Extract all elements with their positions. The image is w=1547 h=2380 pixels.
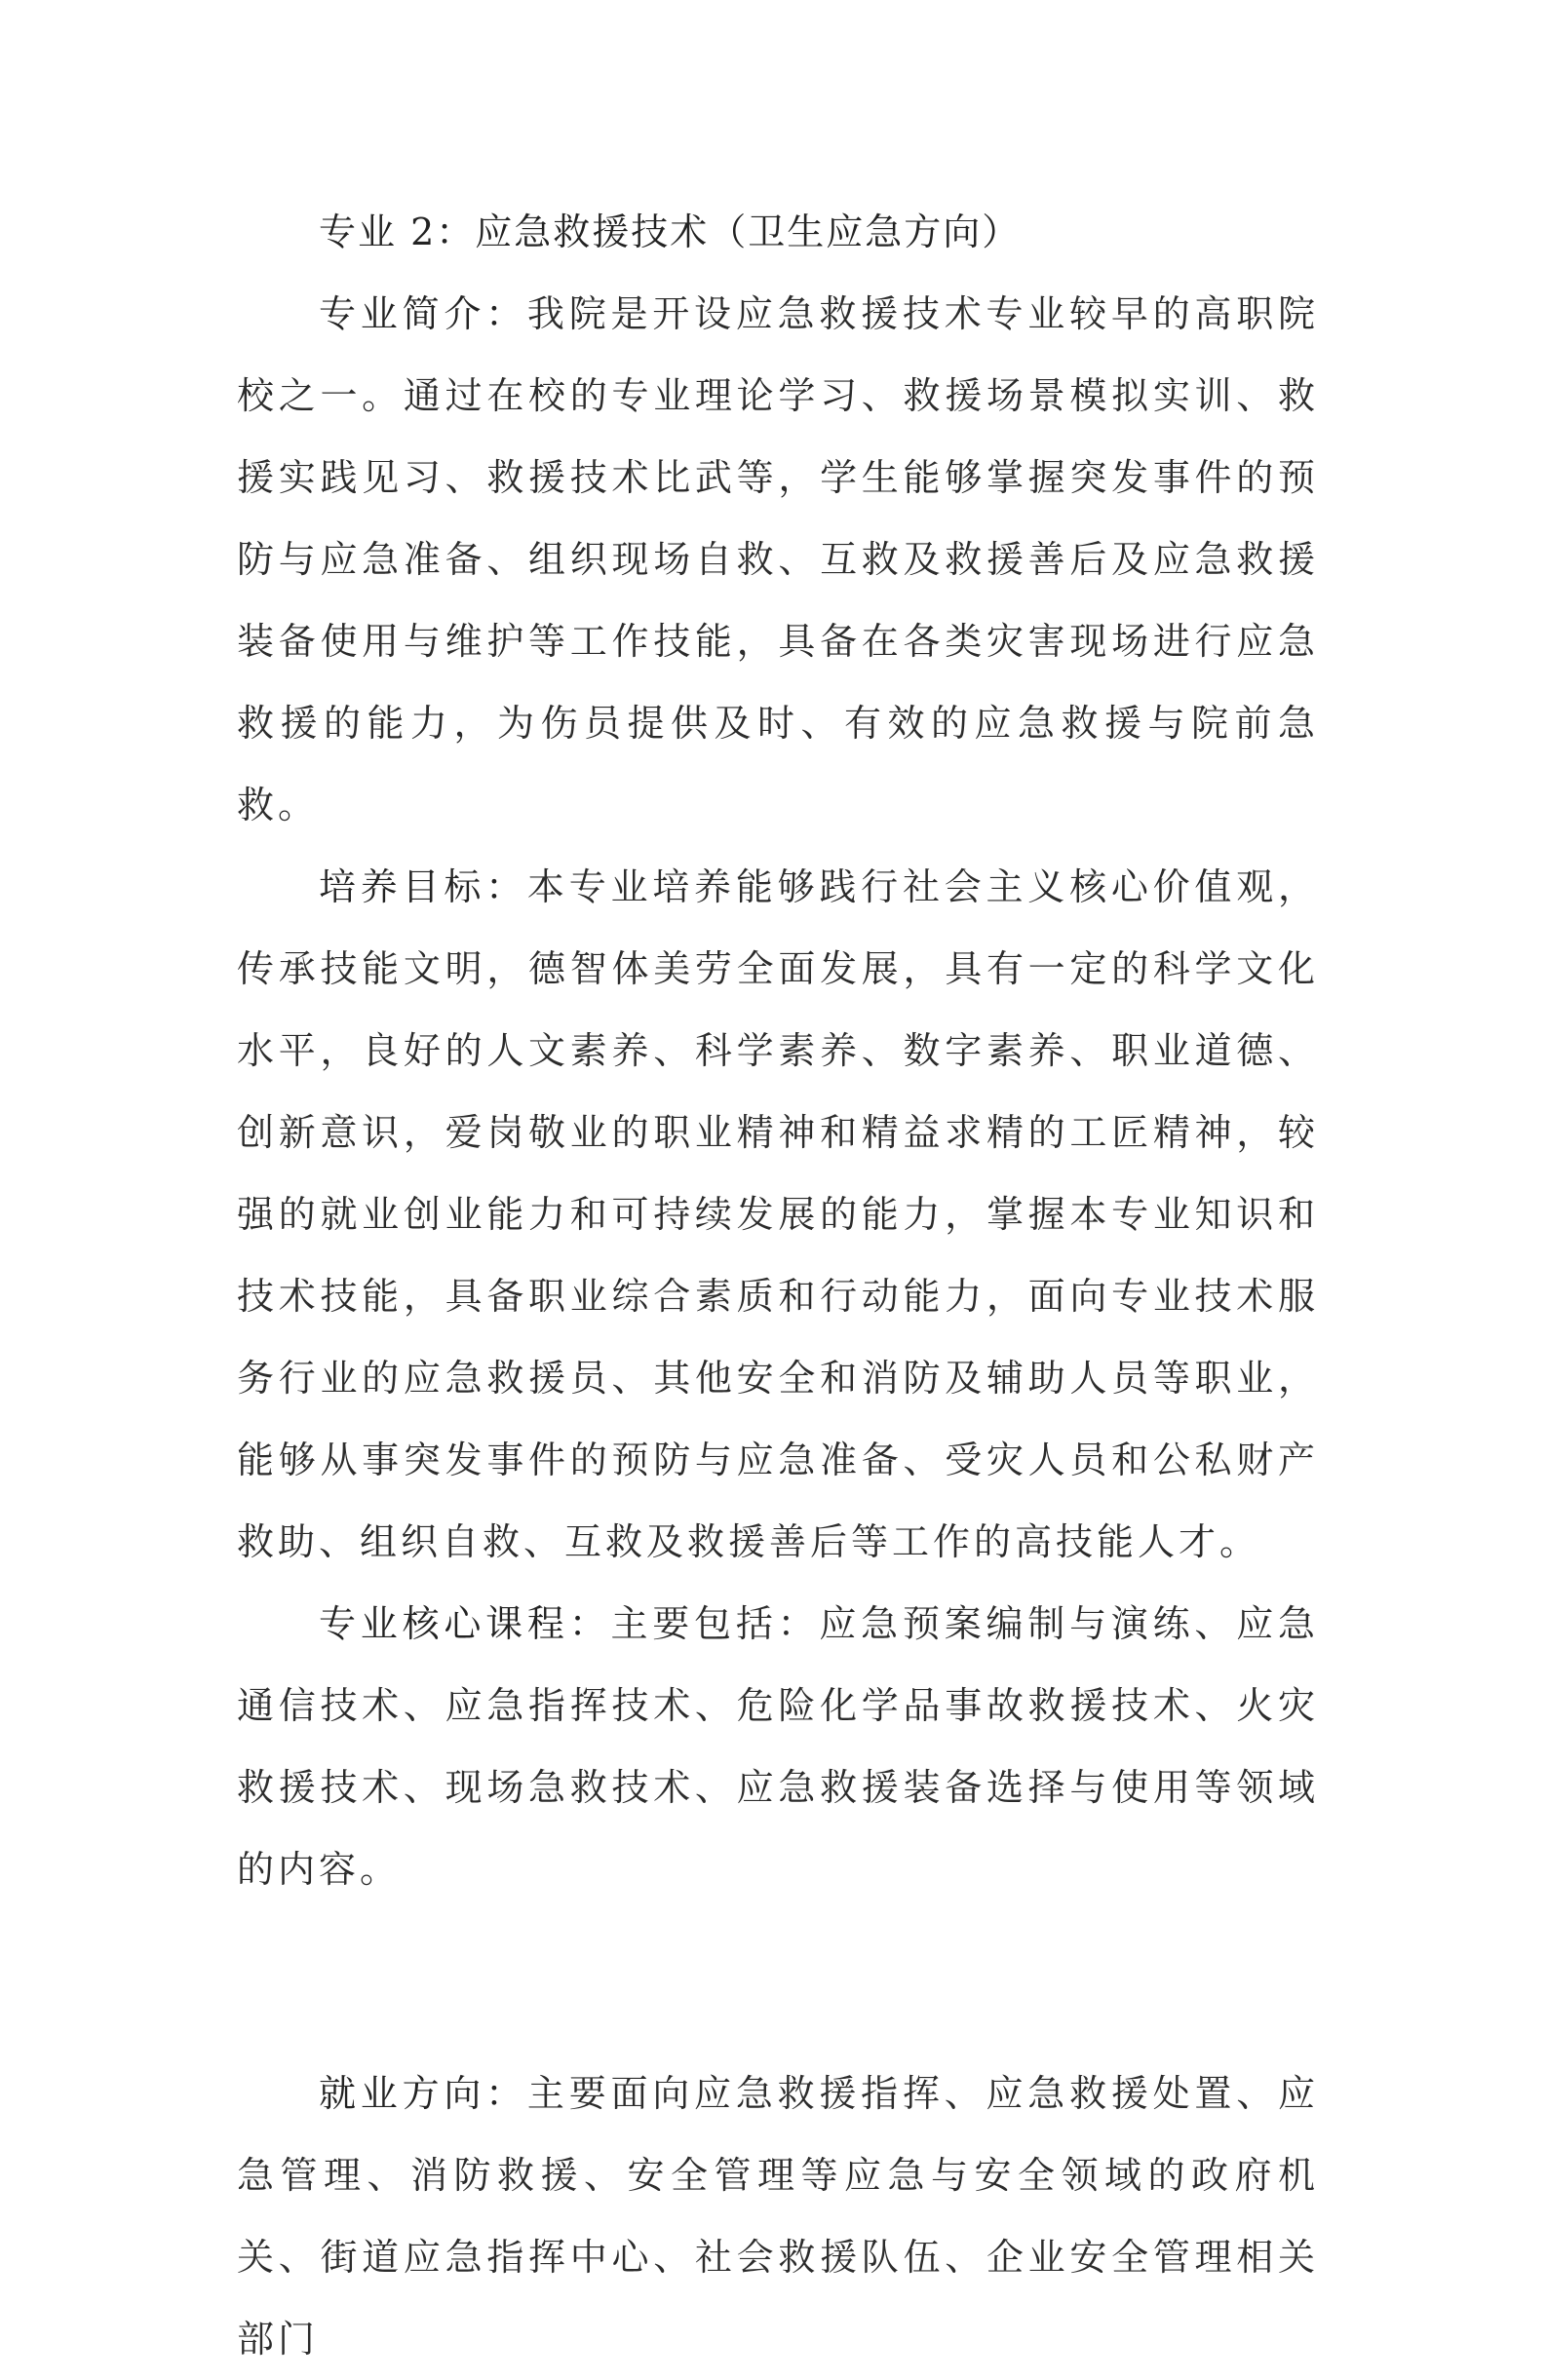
career-text: 主要面向应急救援指挥、应急救援处置、应急管理、消防救援、安全管理等应急与安全领域的政府机关、街道应急指挥中心、社会救援队伍、企业安全管理相关部门 [237,2072,1319,2361]
major-title: 专业 2：应急救援技术（卫生应急方向） [319,211,1022,253]
career-paragraph [237,2053,1319,2380]
goal-text: 本专业培养能够践行社会主义核心价值观，传承技能文明，德智体美劳全面发展，具有一定的科学文化水平，良好的人文素养、科学素养、数字素养、职业道德、创新意识，爱岗敬业的职业精神和精益求精的工匠精神，较强的就业创业能力和可持续发展的能力，掌握本专业知识和技术技能，具备职业综合素质和行动能力，面向专业技术服务行业的应急救援员、其他安全和消防及辅助人员等职业，能够从事突发事件的预防与应急准备、受灾人员和公私财产救助、组织自救、互救及救援善后等工作的高技能人才。 [237,865,1319,1563]
document-body [237,191,1319,2380]
goal-label: 培养目标： [319,865,527,908]
paragraph-spacer [237,1910,1319,2053]
courses-label: 专业核心课程： [319,1602,611,1645]
intro-label: 专业简介： [319,292,527,335]
intro-text: 我院是开设应急救援技术专业较早的高职院校之一。通过在校的专业理论学习、救援场景模拟实训、救援实践见习、救援技术比武等，学生能够掌握突发事件的预防与应急准备、组织现场自救、互救及救援善后及应急救援装备使用与维护等工作技能，具备在各类灾害现场进行应急救援的能力，为伤员提供及时、有效的应急救援与院前急救。 [237,292,1319,826]
goal-paragraph [237,846,1319,1583]
courses-text: 主要包括：应急预案编制与演练、应急通信技术、应急指挥技术、危险化学品事故救援技术、火灾救援技术、现场急救技术、应急救援装备选择与使用等领域的内容。 [237,1602,1319,1891]
intro-paragraph [237,273,1319,846]
career-label: 就业方向： [319,2072,527,2115]
courses-paragraph [237,1583,1319,1910]
